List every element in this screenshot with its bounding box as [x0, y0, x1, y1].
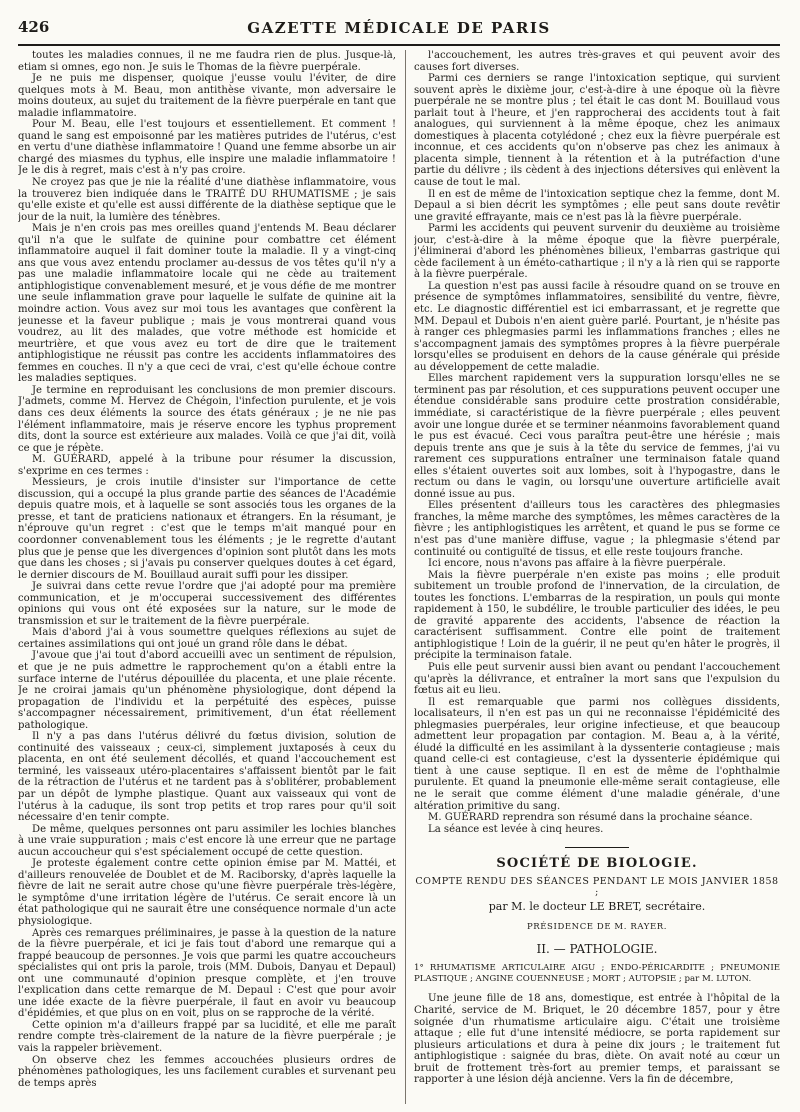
journal-title: GAZETTE MÉDICALE DE PARIS: [247, 19, 551, 37]
section-heading: II. — PATHOLOGIE.: [536, 941, 658, 956]
paragraph: Pour M. Beau, elle l'est toujours et essentiellement. Et comment ! quand le sang est empoisonné par les matières putrides de l'utérus, c'est en vertu d'une diathèse inflammatoire ! Quand une femme absorbe un air chargé des miasmes du typhus, elle inspire une maladie inflammatoire ! Je le dis à regret, mais c'est à n'y pas croire.: [18, 119, 396, 177]
paragraph: Elles présentent d'ailleurs tous les caractères des phlegmasies franches, la même marche des symptômes, les mêmes caractères de la fièvre ; les antiphlogistiques les arrêtent, et quand le pus se forme ce n'est pas d'une manière diffuse, vague ; la phlegmasie s'étend par continuité ou contiguïté de tissus, et elle reste toujours franche.: [414, 500, 780, 558]
paragraph: Je suivrai dans cette revue l'ordre que j'ai adopté pour ma première communication, et je m'occuperai successivement des différentes opinions qui vous ont été exposées sur la nature, sur le mode de transmission et sur le traitement de la fièvre puerpérale.: [18, 581, 396, 627]
paragraph: Messieurs, je crois inutile d'insister sur l'importance de cette discussion, qui a occupé la plus grande partie des séances de l'Académie depuis quatre mois, et à laquelle se sont associés tous les organes de la presse, et tant de praticiens nationaux et étrangers. En la résumant, je n'éprouve qu'un regret : c'est que le temps m'ait manqué pour en coordonner convenablement tous les éléments ; je le regrette d'autant plus que je pense que les divergences d'opinion sont plutôt dans les mots que dans les choses ; si j'avais pu conserver quelques doutes à cet égard, le dernier discours de M. Bouillaud aurait suffi pour les dissiper.: [18, 477, 396, 581]
paragraph: La séance est levée à cinq heures.: [428, 823, 604, 835]
column-divider: [405, 50, 406, 1104]
paragraph: Il en est de même de l'intoxication septique chez la femme, dont M. Depaul a si bien décrit les symptômes ; elle peut sans doute revêtir une gravité effrayante, mais ce n'est pas là la fièvre puerpérale.: [414, 188, 780, 223]
presidence-line: PRÉSIDENCE DE M. RAYER.: [526, 922, 668, 933]
report-heading: COMPTE RENDU DES SÉANCES PENDANT LE MOIS JANVIER 1858 ;: [415, 875, 779, 899]
page-header: [18, 18, 780, 40]
paragraph: Je termine en reproduisant les conclusions de mon premier discours. J'admets, comme M. Hervez de Chégoin, l'infection purulente, et je vois dans ces deux éléments la source des états généraux ; je ne nie pas l'élément inflammatoire, mais je réserve encore les typhus proprement dits, dont la source est extérieure aux malades. Voilà ce que j'ai dit, voilà ce que je répète.: [18, 384, 396, 454]
paragraph: Mais je n'en crois pas mes oreilles quand j'entends M. Beau déclarer qu'il n'a que le sulfate de quinine pour combattre cet élément inflammatoire auquel il fait dominer toute la maladie. Il y a vingt-cinq ans que vous avez entendu proclamer au-dessus de vos têtes qu'il n'y a pas une maladie inflammatoire locale qui ne cède au traitement antiphlogistique convenablement mesuré, et je vous défie de me montrer une seule inflammation grave pour laquelle le sulfate de quinine ait la moindre action. Vous avez sur moi tous les avantages que confèrent la jeunesse et la faveur publique ; mais je vous montrerai quand vous voudrez, au lit des malades, que votre méthode est homicide et meurtrière, et que vous avez eu tort de dire que le traitement antiphlogistique ne réussit pas contre les accidents inflammatoires des femmes en couches. Il n'y a que ceci de vrai, c'est qu'elle échoue contre les maladies septiques.: [18, 223, 396, 385]
paragraph: Elles marchent rapidement vers la suppuration lorsqu'elles ne se terminent pas par résolution, et ces suppurations peuvent occuper une étendue considérable sans produire cette prostration considérable, immédiate, si caractéristique de la fièvre puerpérale ; elles peuvent avoir une longue durée et se terminer néanmoins favorablement quand le pus est évacué. Ceci vous paraîtra peut-être une hérésie ; mais depuis trente ans que je suis à la tête du service de femmes, j'ai vu rarement ces suppurations entraîner une terminaison fatale quand elles s'étaient ouvertes soit aux lombes, soit à l'hypogastre, dans le rectum ou dans le vagin, ou lorsqu'une ouverture artificielle avait donné issue au pus.: [414, 373, 780, 500]
paragraph: Cette opinion m'a d'ailleurs frappé par sa lucidité, et elle me paraît rendre compte très-clairement de la nature de la fièvre puerpérale ; je vais la rappeler brièvement.: [18, 1019, 396, 1055]
paragraph: On observe chez les femmes accouchées plusieurs ordres de phénomènes pathologiques, les uns facilement curables et survenant peu de temps après: [18, 1054, 396, 1089]
paragraph: l'accouchement, les autres très-graves et qui peuvent avoir des causes fort diverses.: [414, 50, 780, 73]
paragraph: Il est remarquable que parmi nos collègues dissidents, localisateurs, il n'en est pas un qui ne reconnaisse l'épidémicité des phlegmasies puerpérales, leur origine infectieuse, et que beaucoup admettent leur propagation par contagion. M. Beau a, à la vérité, éludé la difficulté en les assimilant à la dyssenterie contagieuse ; mais quand celle-ci est contagieuse, c'est la dyssenterie épidémique qui tient à une cause septique. Il en est de même de l'ophthalmie purulente. Et quand la pneumonie elle-même serait contagieuse, elle ne le serait que comme élément d'une maladie générale, d'une altération primitive du sang.: [414, 696, 780, 812]
society-title: SOCIÉTÉ DE BIOLOGIE.: [496, 856, 698, 872]
paragraph: M. GUÉRARD reprendra son résumé dans la prochaine séance.: [428, 812, 753, 824]
case-title: 1° RHUMATISME ARTICULAIRE AIGU ; ENDO-PÉRICARDITE ; PNEUMONIE PLASTIQUE ; ANGINE COUENNEUSE ; MORT ; AUTOPSIE ; par M. LUTON.: [414, 963, 780, 985]
left-column: [18, 50, 396, 1104]
paragraph: M. GUÉRARD, appelé à la tribune pour résumer la discussion, s'exprime en ces termes :: [18, 454, 396, 477]
right-column: [414, 50, 780, 1104]
paragraph: J'avoue que j'ai tout d'abord accueilli avec un sentiment de répulsion, et que je ne puis admettre le rapprochement qu'on a établi entre la surface interne de l'utérus dépouillée du placenta, et une plaie récente. Je ne croirai jamais qu'un phénomène physiologique, dont dépend la propagation de l'individu et la perpétuité des espèces, puisse s'accompagner nécessairement, primitivement, d'un état réellement pathologique.: [18, 650, 396, 731]
paragraph: La question n'est pas aussi facile à résoudre quand on se trouve en présence de symptômes inflammatoires, sensibilité du ventre, fièvre, etc. Le diagnostic différentiel est ici embarrassant, et je regrette que MM. Depaul et Dubois n'en aient guère parlé. Pourtant, je n'hésite pas à ranger ces phlegmasies parmi les inflammations franches ; elles ne s'accompagnent jamais des symptômes propres à la fièvre puerpérale lorsqu'elles se produisent en dehors de la cause générale qui préside au développement de cette maladie.: [414, 280, 780, 373]
header-rule: [18, 44, 780, 46]
paragraph: toutes les maladies connues, il ne me faudra rien de plus. Jusque-là, etiam si omnes, ego non. Je suis le Thomas de la fièvre puerpérale.: [18, 50, 396, 73]
paragraph: Parmi les accidents qui peuvent survenir du deuxième au troisième jour, c'est-à-dire à la même époque que la fièvre puerpérale, j'éliminerai d'abord les phénomènes bilieux, l'embarras gastrique qui cède facilement à un éméto-cathartique ; il n'y a là rien qui se rapporte à la fièvre puerpérale.: [414, 223, 780, 281]
paragraph: Ne croyez pas que je nie la réalité d'une diathèse inflammatoire, vous la trouverez bien indiquée dans le TRAITÉ DU RHUMATISME ; je sais qu'elle existe et qu'elle est aussi différente de la diathèse septique que le jour de la nuit, la lumière des ténèbres.: [18, 177, 396, 223]
paragraph: Parmi ces derniers se range l'intoxication septique, qui survient souvent après le dixième jour, c'est-à-dire à une époque où la fièvre puerpérale ne se montre plus ; tel était le cas dont M. Bouillaud vous parlait tout à l'heure, et j'en rapprocherai des accidents tout à fait analogues, qui surviennent à la même époque, chez les animaux domestiques à placenta cotylédoné ; chez eux la fièvre puerpérale est inconnue, et ces accidents qu'on n'observe pas chez les animaux à placenta simple, tiennent à la rétention et à la putréfaction d'une partie du délivre ; ils cèdent à des injections détersives qui enlèvent la cause de tout le mal.: [414, 73, 780, 189]
report-author: par M. le docteur LE BRET, secrétaire.: [488, 899, 706, 913]
paragraph: Je ne puis me dispenser, quoique j'eusse voulu l'éviter, de dire quelques mots à M. Beau, mon antithèse vivante, mon adversaire le moins douteux, au sujet du traitement de la fièvre puerpérale en tant que maladie inflammatoire.: [18, 73, 396, 119]
paragraph: Ici encore, nous n'avons pas affaire à la fièvre puerpérale.: [428, 558, 726, 570]
paragraph: Mais d'abord j'ai à vous soumettre quelques réflexions au sujet de certaines assimilations qui ont joué un grand rôle dans le débat.: [18, 627, 396, 650]
paragraph: Puis elle peut survenir aussi bien avant ou pendant l'accouchement qu'après la délivrance, et entraîner la mort sans que l'expulsion du fœtus ait eu lieu.: [414, 661, 780, 697]
section-divider: [565, 847, 629, 848]
paragraph: Je proteste également contre cette opinion émise par M. Mattéi, et d'ailleurs renouvelée de Doublet et de M. Raciborsky, d'après laquelle la fièvre de lait ne serait autre chose qu'une fièvre puerpérale très-légère, le symptôme d'une irritation légère de l'utérus. Ce serait encore là un état pathologique qui ne saurait être une conséquence normale d'un acte physiologique.: [18, 858, 396, 928]
page-number: 426: [18, 18, 50, 36]
paragraph: Il n'y a pas dans l'utérus délivré du fœtus division, solution de continuité des vaisseaux ; ceux-ci, simplement juxtaposés à ceux du placenta, en ont été seulement décollés, et quand l'accouchement est terminé, les vaisseaux utéro-placentaires s'affaissent bientôt par le fait de la rétraction de l'utérus et ne tardent pas à s'oblitérer, probablement par un dépôt de lymphe plastique. Quant aux vaisseaux qui vont de l'utérus à la caduque, ils sont trop petits et trop rares pour qu'il soit nécessaire d'en tenir compte.: [18, 731, 396, 824]
paragraph: Après ces remarques préliminaires, je passe à la question de la nature de la fièvre puerpérale, et ici je fais tout d'abord une remarque qui a frappé beaucoup de personnes. Je vois que parmi les quatre accoucheurs spécialistes qui ont pris la parole, trois (MM. Dubois, Danyau et Depaul) ont une communauté d'opinion presque complète, et j'en trouve l'explication dans cette remarque de M. Depaul : C'est que pour avoir une idée exacte de la fièvre puerpérale, il faut en avoir vu beaucoup d'épidémies, et que plus on en voit, plus on se rapproche de la vérité.: [18, 927, 396, 1020]
case-text: Une jeune fille de 18 ans, domestique, est entrée à l'hôpital de la Charité, service de M. Briquet, le 20 décembre 1857, pour y être soignée d'un rhumatisme articulaire aigu. C'était une troisième attaque ; elle fut d'une intensité médiocre, se porta rapidement sur plusieurs articulations et dura à peine dix jours ; le traitement fut antiphlogistique : saignée du bras, diète. On avait noté au cœur un bruit de frottement très-fort au premier temps, et paraissant se rapporter à une lésion déjà ancienne. Vers la fin de décembre,: [414, 993, 780, 1086]
paragraph: Mais la fièvre puerpérale n'en existe pas moins ; elle produit subitement un trouble profond de l'innervation, de la circulation, de toutes les fonctions. L'embarras de la respiration, un pouls qui monte rapidement à 150, le subdélire, le trouble particulier des idées, le peu de gravité apparente des accidents, l'absence de réaction la caractérisent suffisamment. Contre elle point de traitement antiphlogistique ! Loin de la guérir, il ne peut qu'en hâter le progrès, il précipite la terminaison fatale.: [414, 569, 780, 662]
paragraph: De même, quelques personnes ont paru assimiler les lochies blanches à une vraie suppuration ; mais c'est encore là une erreur que ne partage aucun accoucheur qui s'est spécialement occupé de cette question.: [18, 823, 396, 858]
